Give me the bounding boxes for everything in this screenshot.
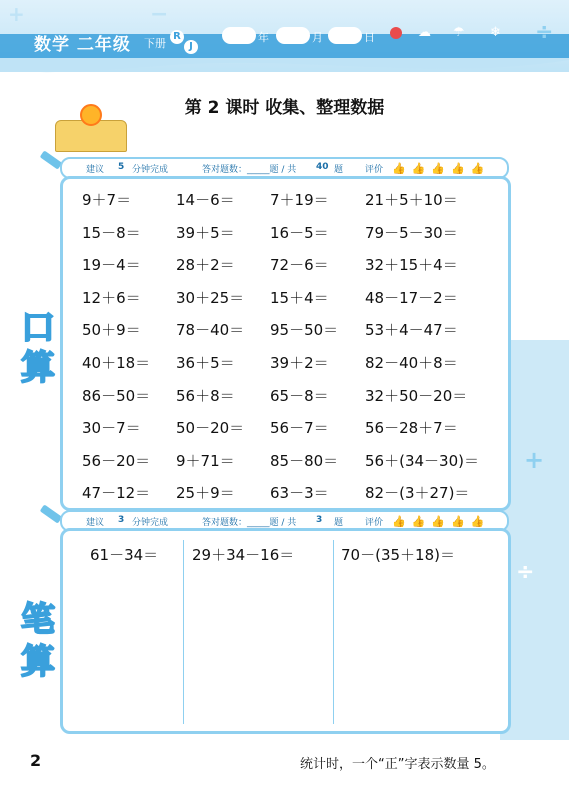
oral-problem: 56－28＋7＝ — [365, 419, 458, 438]
oral-problem: 19－4＝ — [82, 256, 141, 275]
oral-problem: 48－17－2＝ — [365, 288, 458, 307]
volume-label: 下册 — [144, 37, 166, 50]
oral-problem: 82－(3＋27)＝ — [365, 484, 470, 503]
oral-problem: 30－7＝ — [82, 419, 141, 438]
minus-decoration: − — [150, 2, 169, 27]
month-field[interactable] — [276, 27, 310, 44]
oral-problem: 21＋5＋10＝ — [365, 191, 458, 209]
pencil-icon — [40, 150, 63, 169]
oral-problem: 30＋25＝ — [176, 288, 245, 307]
oral-problem: 50＋9＝ — [82, 321, 141, 340]
year-label: 年 — [258, 31, 269, 44]
pencil-icon — [40, 504, 63, 523]
written-problem: 61－34＝ — [90, 546, 159, 564]
flower-icon — [80, 104, 102, 126]
badge-j: J — [184, 40, 198, 54]
written-problem: 70－(35＋18)＝ — [341, 546, 455, 564]
answered-label: 答对题数：_____题 / 共 — [202, 165, 297, 175]
oral-problem: 9＋7＝ — [82, 191, 132, 209]
oral-problem: 63－3＝ — [270, 484, 329, 503]
oral-problem: 9＋71＝ — [176, 451, 235, 470]
plus-decoration-side: + — [524, 446, 545, 474]
column-divider — [183, 540, 184, 724]
header-wave — [0, 52, 569, 92]
oral-problem: 82－40＋8＝ — [365, 354, 458, 372]
oral-problem: 56＋(34－30)＝ — [365, 451, 479, 470]
year-field[interactable] — [222, 27, 256, 44]
thumbs-up-icon[interactable]: 👍👍👍👍👍 — [392, 515, 491, 528]
written-label-1: 笔 — [21, 600, 55, 640]
rating-label: 评价 — [365, 165, 384, 175]
oral-problem: 79－5－30＝ — [365, 223, 458, 242]
thumbs-up-icon[interactable]: 👍👍👍👍👍 — [392, 162, 491, 175]
suggest-suffix: 分钟完成 — [132, 165, 169, 175]
suggest-minutes: 3 — [118, 515, 125, 525]
suggest-label: 建议 — [86, 518, 105, 528]
total-count: 40 — [316, 162, 329, 172]
oral-label-1: 口 — [21, 308, 55, 348]
snow-icon[interactable]: ❄ — [490, 25, 501, 40]
oral-problem: 56＋8＝ — [176, 386, 235, 405]
page-number: 2 — [30, 751, 42, 770]
badge-r: R — [170, 30, 184, 44]
oral-problem: 50－20＝ — [176, 419, 245, 438]
oral-problem: 56－7＝ — [270, 419, 329, 438]
oral-problem: 72－6＝ — [270, 256, 329, 275]
oral-problem: 95－50＝ — [270, 321, 339, 340]
day-label: 日 — [364, 31, 375, 44]
oral-problem: 14－6＝ — [176, 191, 235, 209]
oral-problem: 56－20＝ — [82, 451, 151, 470]
month-label: 月 — [312, 31, 323, 44]
written-label-2: 算 — [21, 642, 55, 682]
oral-problem: 65－8＝ — [270, 386, 329, 405]
oral-problem: 15＋4＝ — [270, 288, 329, 307]
divide-decoration: ÷ — [535, 20, 554, 45]
oral-problem: 78－40＝ — [176, 321, 245, 340]
day-field[interactable] — [328, 27, 362, 44]
oral-problem: 32＋15＋4＝ — [365, 256, 458, 275]
total-count: 3 — [316, 515, 323, 525]
oral-problem: 16－5＝ — [270, 223, 329, 242]
suggest-minutes: 5 — [118, 162, 125, 172]
divide-decoration-side: ÷ — [516, 560, 535, 585]
suggest-suffix: 分钟完成 — [132, 518, 169, 528]
oral-problem: 28＋2＝ — [176, 256, 235, 275]
oral-label-2: 算 — [21, 348, 55, 388]
oral-problem: 39＋2＝ — [270, 354, 329, 372]
oral-problem: 53＋4－47＝ — [365, 321, 458, 340]
cloudy-icon[interactable]: ☁ — [418, 25, 431, 40]
oral-problem: 32＋50－20＝ — [365, 386, 468, 405]
oral-problem: 15－8＝ — [82, 223, 141, 242]
total-unit: 题 — [334, 518, 344, 528]
oral-problem: 25＋9＝ — [176, 484, 235, 503]
oral-problem: 36＋5＝ — [176, 354, 235, 372]
oral-problem: 85－80＝ — [270, 451, 339, 470]
written-problem: 29＋34－16＝ — [192, 546, 295, 564]
oral-problem: 39＋5＝ — [176, 223, 235, 242]
total-unit: 题 — [334, 165, 344, 175]
plus-decoration: + — [8, 2, 25, 26]
suggest-label: 建议 — [86, 165, 105, 175]
oral-problem: 7＋19＝ — [270, 191, 329, 209]
column-divider — [333, 540, 334, 724]
lesson-title: 第 2 课时 收集、整理数据 — [184, 98, 385, 118]
rain-icon[interactable]: ☂ — [453, 25, 465, 40]
subject-grade: 数学 二年级 — [34, 35, 131, 55]
footer-note: 统计时，一个“正”字表示数量 5。 — [300, 757, 495, 772]
oral-problem: 12＋6＝ — [82, 288, 141, 307]
oral-problem: 86－50＝ — [82, 386, 151, 405]
answered-label: 答对题数：_____题 / 共 — [202, 518, 297, 528]
rating-label: 评价 — [365, 518, 384, 528]
oral-problem: 40＋18＝ — [82, 354, 151, 372]
sunny-icon[interactable] — [390, 27, 402, 39]
oral-problem: 47－12＝ — [82, 484, 151, 503]
